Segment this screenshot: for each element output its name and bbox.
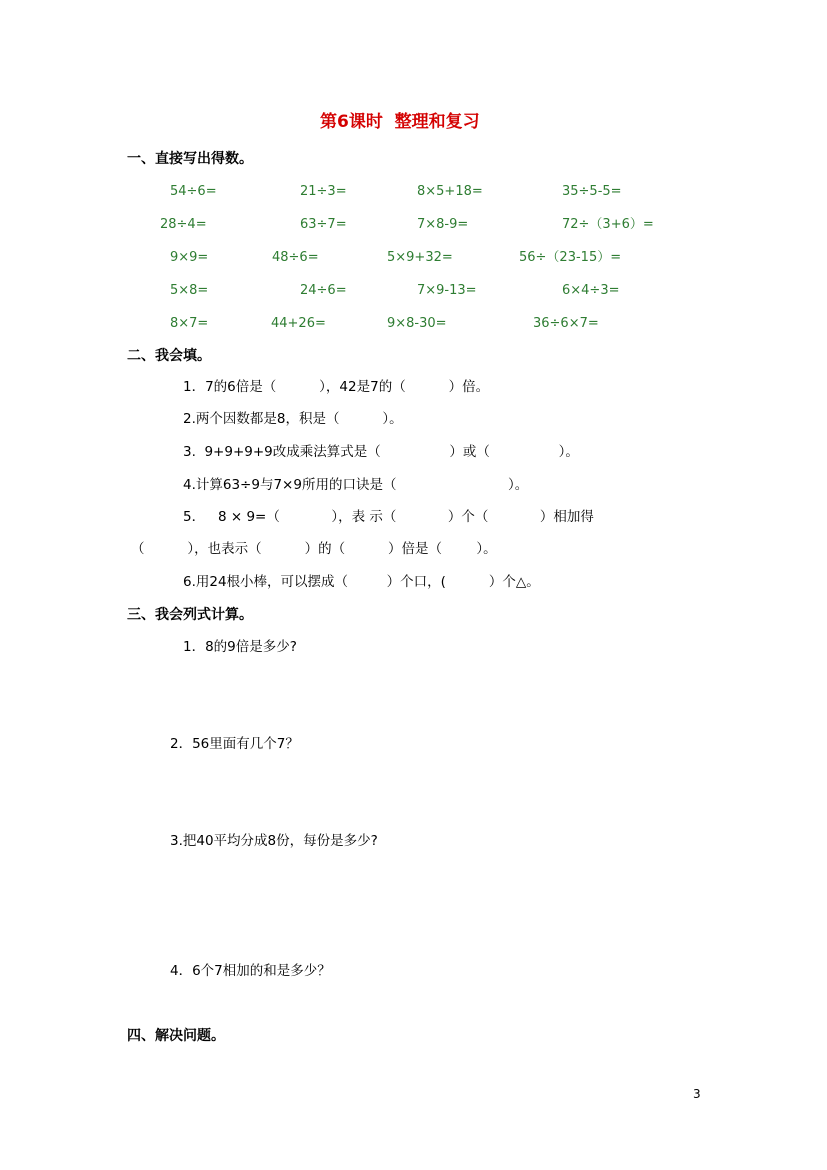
- calc-question: 1．8的9倍是多少?: [183, 639, 297, 655]
- calc-item: 48÷6=: [272, 250, 319, 265]
- calc-item: 72÷（3+6）=: [562, 217, 654, 232]
- calc-item: 5×8=: [170, 283, 209, 298]
- fill-item: 6.用24根小棒，可以摆成（ ）个口，( ）个△。: [183, 574, 540, 590]
- fill-item: 2.两个因数都是8，积是（ ）。: [183, 411, 403, 427]
- fill-item: 5． 8 × 9=（ ），表 示（ ）个（ ）相加得: [183, 509, 594, 525]
- calc-item: 7×8-9=: [417, 217, 469, 232]
- calc-question: 2．56里面有几个7？: [170, 736, 299, 752]
- page-title: 第6课时 整理和复习: [320, 112, 480, 132]
- calc-item: 44+26=: [271, 316, 326, 331]
- fill-item: 1．7的6倍是（ ），42是7的（ ）倍。: [183, 379, 490, 395]
- section4-heading: 四、解决问题。: [127, 1028, 225, 1044]
- calc-item: 24÷6=: [300, 283, 347, 298]
- fill-item: （ ），也表示（ ）的（ ）倍是（ ）。: [131, 541, 497, 557]
- calc-item: 21÷3=: [300, 184, 347, 199]
- calc-item: 8×7=: [170, 316, 209, 331]
- section3-heading: 三、我会列式计算。: [127, 607, 253, 623]
- calc-question: 3.把40平均分成8份，每份是多少?: [170, 833, 378, 849]
- calc-question: 4．6个7相加的和是多少？: [170, 963, 331, 979]
- calc-item: 54÷6=: [170, 184, 217, 199]
- calc-item: 9×9=: [170, 250, 209, 265]
- calc-item: 63÷7=: [300, 217, 347, 232]
- calc-item: 8×5+18=: [417, 184, 483, 199]
- calc-item: 5×9+32=: [387, 250, 453, 265]
- calc-item: 36÷6×7=: [533, 316, 599, 331]
- section2-heading: 二、我会填。: [127, 348, 211, 364]
- section1-heading: 一、直接写出得数。: [127, 151, 253, 167]
- calc-item: 28÷4=: [160, 217, 207, 232]
- fill-item: 3. 9+9+9+9改成乘法算式是（ ）或（ ）。: [183, 444, 579, 460]
- calc-item: 56÷（23-15）=: [519, 250, 622, 265]
- calc-item: 35÷5-5=: [562, 184, 622, 199]
- calc-item: 7×9-13=: [417, 283, 477, 298]
- calc-item: 9×8-30=: [387, 316, 447, 331]
- page-number: 3: [693, 1087, 701, 1101]
- calc-item: 6×4÷3=: [562, 283, 620, 298]
- fill-item: 4.计算63÷9与7×9所用的口诀是（ ）。: [183, 477, 529, 493]
